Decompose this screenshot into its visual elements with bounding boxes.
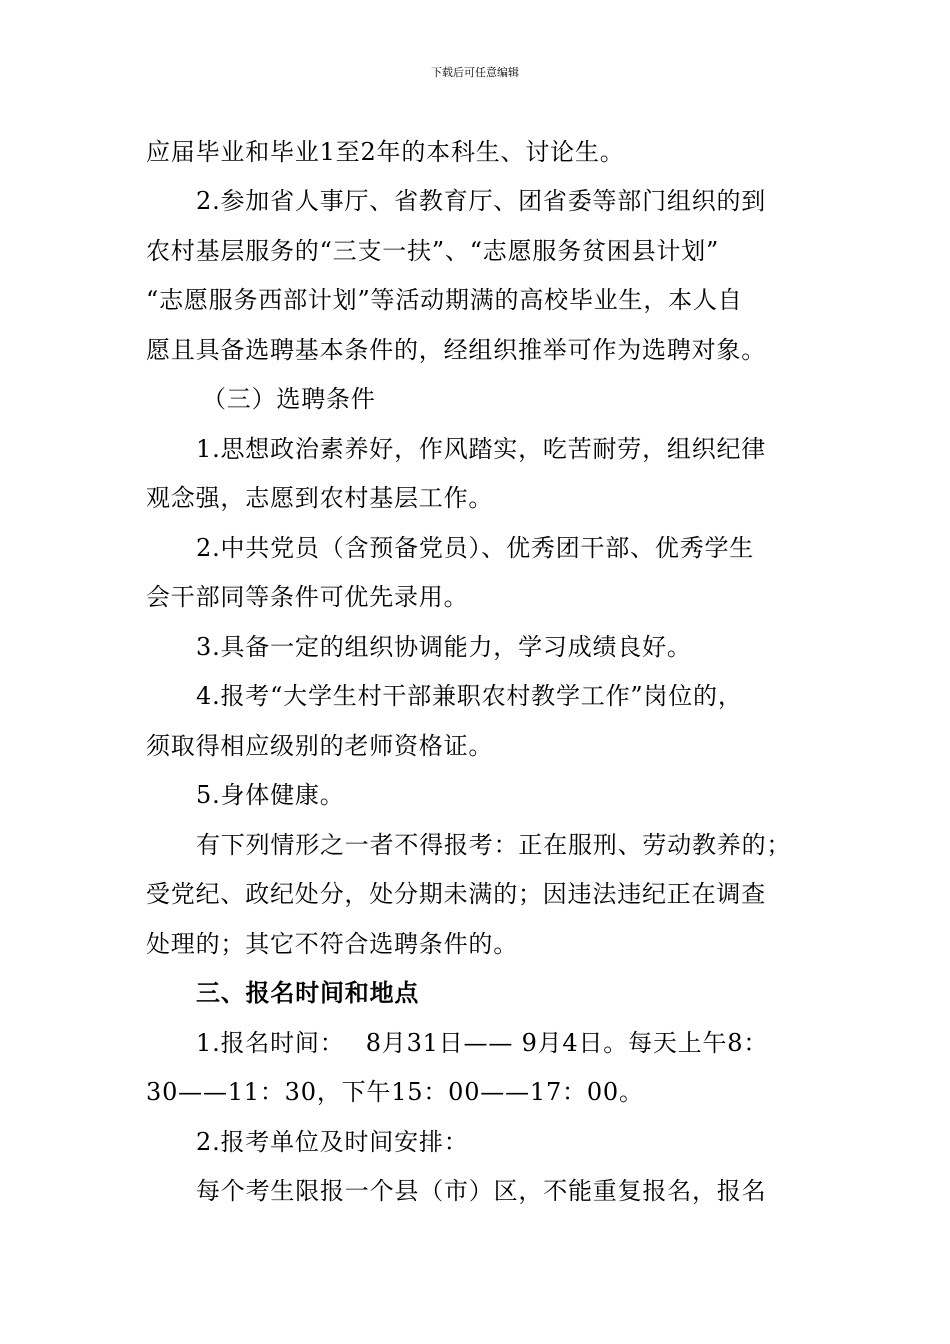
section-heading: 三、报名时间和地点 [196, 978, 420, 1007]
text-line: 受党纪、政纪处分，处分期未满的；因违法违纪正在调查 [146, 880, 766, 908]
text-line: 愿且具备选聘基本条件的，经组织推举可作为选聘对象。 [146, 336, 766, 364]
text-line: 1.思想政治素养好，作风踏实，吃苦耐劳，组织纪律 [196, 435, 767, 463]
text-line: 农村基层服务的“三支一扶”、“志愿服务贫困县计划” [146, 237, 720, 265]
text-line: 会干部同等条件可优先录用。 [146, 583, 469, 611]
text-line: 每个考生限报一个县（市）区，不能重复报名，报名 [196, 1177, 767, 1205]
text-line: 30——11：30，下午15：00——17：00。 [146, 1078, 644, 1106]
text-line: 4.报考“大学生村干部兼职农村教学工作”岗位的， [196, 682, 743, 710]
text-line: 有下列情形之一者不得报考：正在服刑、劳动教养的； [196, 831, 792, 859]
section-heading: （三）选聘条件 [202, 385, 376, 413]
text-line: “志愿服务西部计划”等活动期满的高校毕业生，本人自 [146, 286, 743, 314]
text-line: 3.具备一定的组织协调能力，学习成绩良好。 [196, 633, 692, 661]
text-line: 须取得相应级别的老师资格证。 [146, 732, 494, 760]
text-line: 2.报考单位及时间安排： [196, 1128, 469, 1156]
text-line: 应届毕业和毕业1至2年的本科生、讨论生。 [146, 138, 625, 166]
text-line: 2.中共党员（含预备党员）、优秀团干部、优秀学生 [196, 534, 755, 562]
text-line: 5.身体健康。 [196, 781, 345, 809]
text-line: 观念强，志愿到农村基层工作。 [146, 484, 494, 512]
text-line: 处理的；其它不符合选聘条件的。 [146, 930, 518, 958]
text-line: 1.报名时间： 8月31日—— 9月4日。每天上午8： [196, 1029, 769, 1057]
page-header: 下载后可任意编辑 [431, 66, 519, 79]
text-line: 2.参加省人事厅、省教育厅、团省委等部门组织的到 [196, 187, 767, 215]
